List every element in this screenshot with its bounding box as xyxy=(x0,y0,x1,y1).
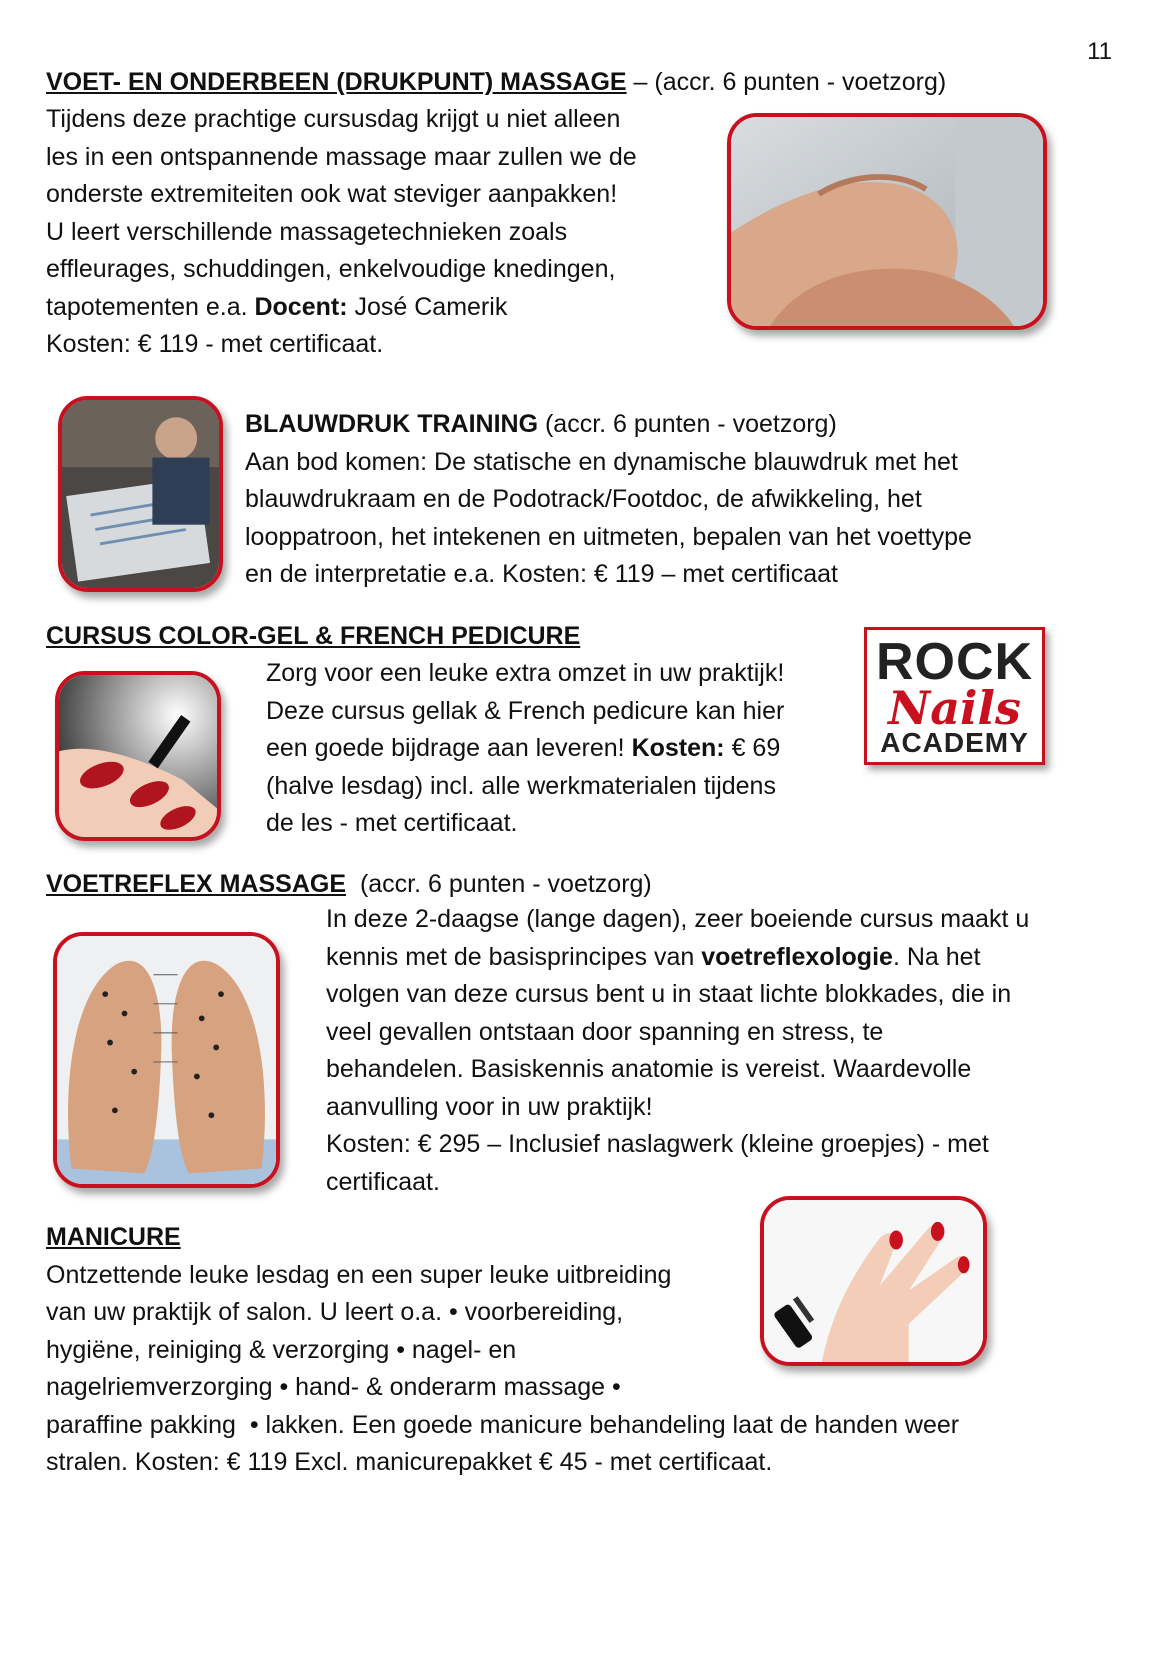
colorgel-line: (halve lesdag) incl. alle werkmaterialen tijdens xyxy=(266,771,776,800)
blauwdruk-line: Aan bod komen: De statische en dynamische blauwdruk met het xyxy=(245,447,958,476)
logo-nails: Nails xyxy=(888,681,1021,735)
foot-massage-photo xyxy=(727,113,1047,330)
voet-line: U leert verschillende massagetechnieken zoals xyxy=(46,217,568,246)
section-blauwdruk xyxy=(245,406,1125,594)
manicure-line: van uw praktijk of salon. U leert o.a. • voorbereiding, xyxy=(46,1298,624,1326)
voetreflex-line: certificaat. xyxy=(326,1167,440,1196)
section-blauwdruk-heading-line xyxy=(245,406,1125,444)
voet-line: les in een ontspannende massage maar zullen we de xyxy=(46,142,637,171)
voet-line: Tijdens deze prachtige cursusdag krijgt u niet alleen xyxy=(46,105,621,133)
voetreflexologie-term: voetreflexologie xyxy=(701,942,893,971)
page-number: 11 xyxy=(1087,38,1112,65)
section-voetreflex-heading: VOETREFLEX MASSAGE xyxy=(46,870,347,898)
section-voetreflex-accreditation: (accr. 6 punten - voetzorg) xyxy=(346,870,652,898)
red-nails-photo xyxy=(55,671,221,841)
logo-rock: ROCK xyxy=(875,633,1034,691)
section-blauwdruk-heading: BLAUWDRUK TRAINING xyxy=(245,410,539,438)
voetreflex-line: volgen van deze cursus bent u in staat lichte blokkades, die in xyxy=(326,980,1012,1008)
voetreflex-line-bold: kennis met de basisprincipes van voetreflexologie. Na het xyxy=(326,942,981,971)
logo-academy: ACADEMY xyxy=(880,727,1029,758)
manicure-cost: stralen. Kosten: € 119 Excl. manicurepakket € 45 - met certificaat. xyxy=(46,1448,773,1476)
section-colorgel-heading-line xyxy=(46,618,580,656)
voetreflex-line: In deze 2-daagse (lange dagen), zeer boeiende cursus maakt u xyxy=(326,905,1030,933)
voet-line: onderste extremiteiten ook wat steviger aanpakken! xyxy=(46,180,618,208)
manicure-line: nagelriemverzorging • hand- & onderarm massage • xyxy=(46,1373,621,1401)
voetreflex-line: veel gevallen ontstaan door spanning en stress, te xyxy=(326,1017,884,1046)
section-colorgel-body xyxy=(266,655,846,843)
section-manicure-heading: MANICURE xyxy=(46,1223,181,1251)
blauwdruk-line: en de interpretatie e.a. Kosten: € 119 – met certificaat xyxy=(245,560,838,588)
section-voetreflex-heading-line xyxy=(46,866,652,904)
manicure-line: Ontzettende leuke lesdag en een super leuke uitbreiding xyxy=(46,1260,672,1289)
foot-reflexology-chart-photo xyxy=(53,932,280,1188)
section-voet-heading-line xyxy=(46,64,946,102)
section-voetreflex-body xyxy=(326,901,1126,1201)
colorgel-line-cost: een goede bijdrage aan leveren! Kosten: € 69 xyxy=(266,734,781,762)
voetreflex-line: behandelen. Basiskennis anatomie is vereist. Waardevolle xyxy=(326,1055,972,1083)
section-blauwdruk-accreditation: (accr. 6 punten - voetzorg) xyxy=(538,410,837,438)
manicure-line: hygiëne, reiniging & verzorging • nagel- en xyxy=(46,1335,517,1364)
section-voet-heading: VOET- EN ONDERBEEN (DRUKPUNT) MASSAGE xyxy=(46,68,627,96)
voetreflex-line: aanvulling voor in uw praktijk! xyxy=(326,1092,653,1121)
colorgel-line: Zorg voor een leuke extra omzet in uw praktijk! xyxy=(266,659,785,687)
blauwdruk-line: looppatroon, het intekenen en uitmeten, bepalen van het voettype xyxy=(245,522,972,551)
voet-cost: Kosten: € 119 - met certificaat. xyxy=(46,330,384,358)
manicure-line: paraffine pakking • lakken. Een goede manicure behandeling laat de handen weer xyxy=(46,1410,960,1439)
blueprint-training-photo xyxy=(58,396,223,592)
section-voet-accreditation: – (accr. 6 punten - voetzorg) xyxy=(626,68,947,96)
voetreflex-cost: Kosten: € 295 – Inclusief naslagwerk (kleine groepjes) - met xyxy=(326,1130,989,1158)
voet-line-docent: tapotementen e.a. Docent: José Camerik xyxy=(46,292,508,321)
blauwdruk-line: blauwdrukraam en de Podotrack/Footdoc, de afwikkeling, het xyxy=(245,485,922,513)
section-voet-body xyxy=(46,101,706,364)
kosten-label: Kosten: xyxy=(631,734,725,762)
section-colorgel-heading: CURSUS COLOR-GEL & FRENCH PEDICURE xyxy=(46,622,581,650)
voet-line: effleurages, schuddingen, enkelvoudige knedingen, xyxy=(46,255,616,283)
colorgel-line: de les - met certificaat. xyxy=(266,809,518,837)
docent-label: Docent: xyxy=(254,292,348,321)
rock-nails-academy-logo xyxy=(864,627,1045,765)
colorgel-line: Deze cursus gellak & French pedicure kan hier xyxy=(266,696,785,725)
section-manicure xyxy=(46,1219,1146,1482)
